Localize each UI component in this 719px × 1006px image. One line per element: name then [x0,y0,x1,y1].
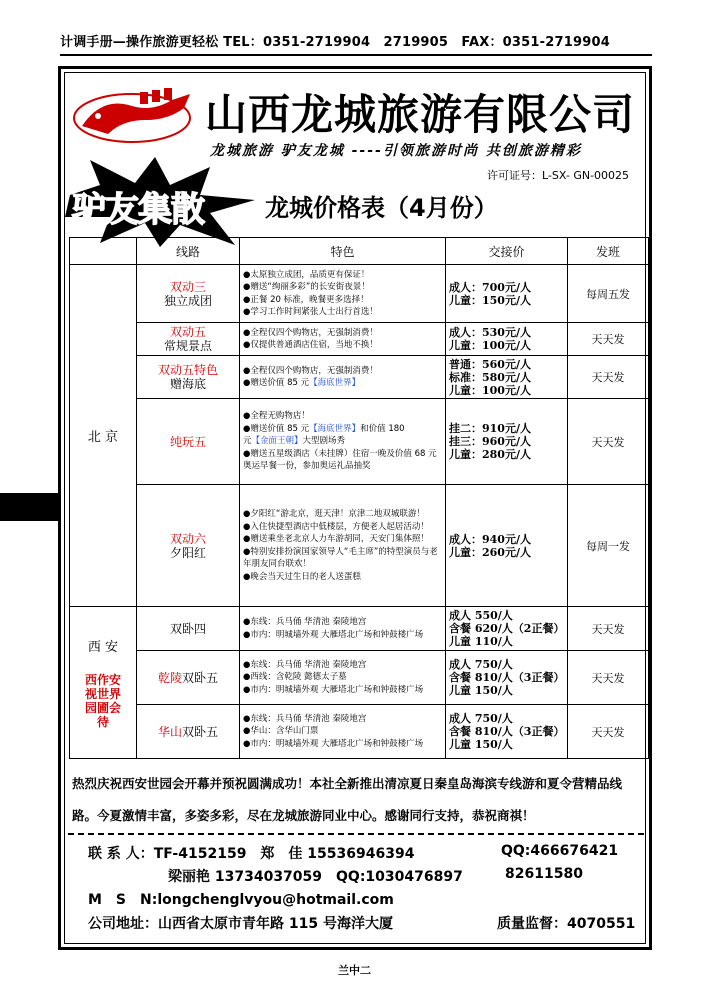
route-black: 独立成团 [163,293,212,308]
price-line: 成人 550/人 [449,609,513,622]
feature-line [243,377,442,390]
departure-cell: 天天发 [568,705,649,759]
route-black: 赠海底 [169,377,206,391]
feature-line: ●市内：明城墙外观 大雁塔北广场和钟鼓楼广场 [243,684,424,695]
table-row [70,607,649,651]
header-feature: 特色 [240,238,446,265]
route-red: 双动三 [169,279,206,294]
price-cell [446,323,568,356]
feature-line: ●市内：明城墙外观 大雁塔北广场和钟鼓楼广场 [243,629,424,640]
table-row [70,265,649,323]
feature-highlight: 【海底世界】 [309,423,361,434]
feature-text: 和价值 180 [360,423,405,434]
price-line: 儿童 150/人 [449,684,513,697]
contact-qq: QQ:466676421 [501,843,619,859]
feature-line [243,423,442,436]
route-red: 华山 [157,724,182,739]
departure-cell: 天天发 [568,607,649,651]
feature-cell [240,705,446,759]
contact-line-4 [88,913,636,933]
feature-cell [240,399,446,485]
header-blank [70,238,137,265]
company-address: 公司地址：山西省太原市青年路 115 号海洋大厦 [88,916,393,932]
price-line: 儿童 150/人 [449,738,513,751]
header-departure: 发班 [568,238,649,265]
feature-line: ●赠送五星级酒店（未挂牌）住宿一晚及价值 68 元奥运早餐一份，参加奥运礼品抽奖 [243,448,437,472]
contact-phone-2: 梁丽艳 13734037059 QQ:1030476897 [168,869,463,885]
departure-cell: 每周五发 [568,265,649,323]
price-line: 成人 750/人 [449,712,513,725]
feature-cell [240,356,446,399]
price-line: 含餐 620/人（2正餐） [449,622,565,635]
feature-line: ●东线：兵马俑 华清池 秦陵地宫 [243,617,367,627]
feature-line: ●正餐 20 标准，晚餐更多选择！ [243,294,369,305]
table-row [70,356,649,399]
feature-cell [240,323,446,356]
feature-line: ●全程仅四个购物店，无强制消费！ [243,327,378,338]
route-cell [137,356,240,399]
price-cell [446,356,568,399]
price-line: 成人 750/人 [449,658,513,671]
price-cell [446,399,568,485]
price-table [69,237,649,759]
price-line: 儿童：100元/人 [449,339,531,352]
price-line: 含餐 810/人（3正餐） [449,671,565,684]
route-cell [137,607,240,651]
route-black: 双卧五 [182,670,219,685]
feature-line: ●晚会当天过生日的老人送蛋糕 [243,571,361,582]
route-cell [137,705,240,759]
price-line: 标准：580元/人 [449,370,531,384]
price-line: 普通：560元/人 [449,357,531,371]
route-red: 双动五特色 [157,363,218,377]
price-line: 儿童：150元/人 [449,293,531,307]
feature-highlight: 【金面王朝】 [251,436,303,447]
feature-cell [240,651,446,705]
feature-line: ●市内：明城墙外观 大雁塔北广场和钟鼓楼广场 [243,738,424,749]
price-line: 成人：700元/人 [449,280,531,294]
price-line: 挂二：910元/人 [449,422,531,435]
route-black: 双卧四 [169,621,206,636]
departure-cell: 天天发 [568,356,649,399]
departure-cell: 天天发 [568,399,649,485]
quality-supervision: 质量监督：4070551 [497,916,636,932]
city-xian-label: 西 安 [87,640,119,655]
route-red: 纯玩五 [169,434,206,449]
feature-line: ●全程仅四个购物店，无强制消费！ [243,365,378,376]
feature-line: ●全程无购物店！ [243,411,310,422]
contact-line-1 [88,843,619,863]
license-number: 许可证号：L-SX- GN-00025 [487,169,630,182]
side-tab-marker [0,493,60,521]
price-line: 儿童 110/人 [449,635,513,648]
feature-line: ●西线：含乾陵 懿德太子墓 [243,672,347,683]
price-line: 含餐 810/人（3正餐） [449,725,565,738]
table-header-row [70,238,649,265]
route-black: 双卧五 [182,724,219,739]
departure-cell: 天天发 [568,323,649,356]
table-row [70,399,649,485]
feature-line: ●华山：含华山门票 [243,726,319,737]
route-red: 双动六 [169,531,206,546]
feature-cell [240,607,446,651]
feature-text: ●赠送价值 85 元 [243,423,310,434]
table-row [70,485,649,607]
dashed-divider [68,833,644,835]
feature-line: ●学习工作时间紧张人士出行首选！ [243,307,378,317]
route-cell [137,265,240,323]
feature-line [243,435,442,448]
route-cell [137,323,240,356]
header-contact-bar: 计调手册—操作旅游更轻松 TEL：0351-2719904 2719905 FAX：0351-2719904 [60,32,652,56]
badge-text: 驴友集散 [72,190,204,230]
departure-cell: 每周一发 [568,485,649,607]
price-line: 儿童：280元/人 [449,448,531,461]
price-cell [446,265,568,323]
header-route: 线路 [137,238,240,265]
feature-line: ●赠送“绚丽多彩”的长安街夜景！ [243,282,370,292]
route-cell [137,651,240,705]
feature-line: ●太原独立成团，品质更有保证！ [243,269,370,280]
feature-highlight: 【海底世界】 [309,378,361,388]
route-red: 乾陵 [157,670,182,685]
promo-notice: 热烈庆祝西安世园会开幕并预祝圆满成功！本社全新推出清凉夏日秦皇岛海滨专线游和夏令营精品线路。今夏激情丰富，多姿多彩，尽在龙城旅游同业中心。感谢同行支持，恭祝商祺！ [72,776,623,823]
expo-note: 西作安视世界园圃会待 [84,673,121,729]
table-row [70,651,649,705]
route-black: 常规景点 [163,339,212,353]
header-price: 交接价 [446,238,568,265]
contact-msn: M S N:longchenglvyou@hotmail.com [88,892,394,908]
contact-line-2 [168,866,583,886]
price-cell [446,705,568,759]
feature-line: ●东线：兵马俑 华清池 秦陵地宫 [243,659,367,670]
city-beijing: 北 京 [70,265,137,607]
route-cell [137,399,240,485]
feature-text: 大型剧场秀 [302,436,346,447]
route-cell [137,485,240,607]
route-red: 双动五 [169,325,206,339]
feature-cell [240,265,446,323]
price-cell [446,607,568,651]
price-cell [446,485,568,607]
feature-line: ●仅提供普通酒店住宿，当地不换！ [243,340,378,350]
feature-line: ●赠送乘坐老北京人力车游胡同，天安门集体照！ [243,534,429,544]
price-line: 成人：940元/人 [449,532,531,546]
departure-cell: 天天发 [568,651,649,705]
feature-line: ●夕阳红“游北京，逛天津！京津二地双城联游！ [243,509,425,519]
contact-phone: 联 系 人：TF-4152159 郑 佳 15536946394 [88,846,415,862]
company-slogan: 龙城旅游 驴友龙城 ----引领旅游时尚 共创旅游精彩 [210,143,582,159]
route-black: 夕阳红 [169,545,206,560]
company-name: 山西龙城旅游有限公司 [205,90,636,139]
contact-phone-3: 82611580 [505,866,583,882]
feature-line: ●东线：兵马俑 华清池 秦陵地宫 [243,713,367,724]
price-cell [446,651,568,705]
feature-cell [240,485,446,607]
price-line: 儿童：100元/人 [449,383,531,397]
footer-code: 兰中二 [338,964,371,977]
feature-text: ●赠送价值 85 元 [243,378,310,388]
table-row [70,705,649,759]
price-table-title: 龙城价格表（4月份） [265,194,498,222]
city-xian [70,607,137,759]
price-line: 儿童：260元/人 [449,545,531,559]
price-line: 成人：530元/人 [449,326,531,339]
dragon-logo-icon [72,86,202,144]
feature-text: 元 [243,436,252,447]
feature-line: ●入住快捷型酒店中低楼层，方便老人起居活动！ [243,521,429,532]
price-line: 挂三：960元/人 [449,435,531,448]
feature-line: ●特别安排扮演国家领导人“毛主席”的特型演员与老年朋友同台联欢！ [243,546,438,569]
table-row [70,323,649,356]
